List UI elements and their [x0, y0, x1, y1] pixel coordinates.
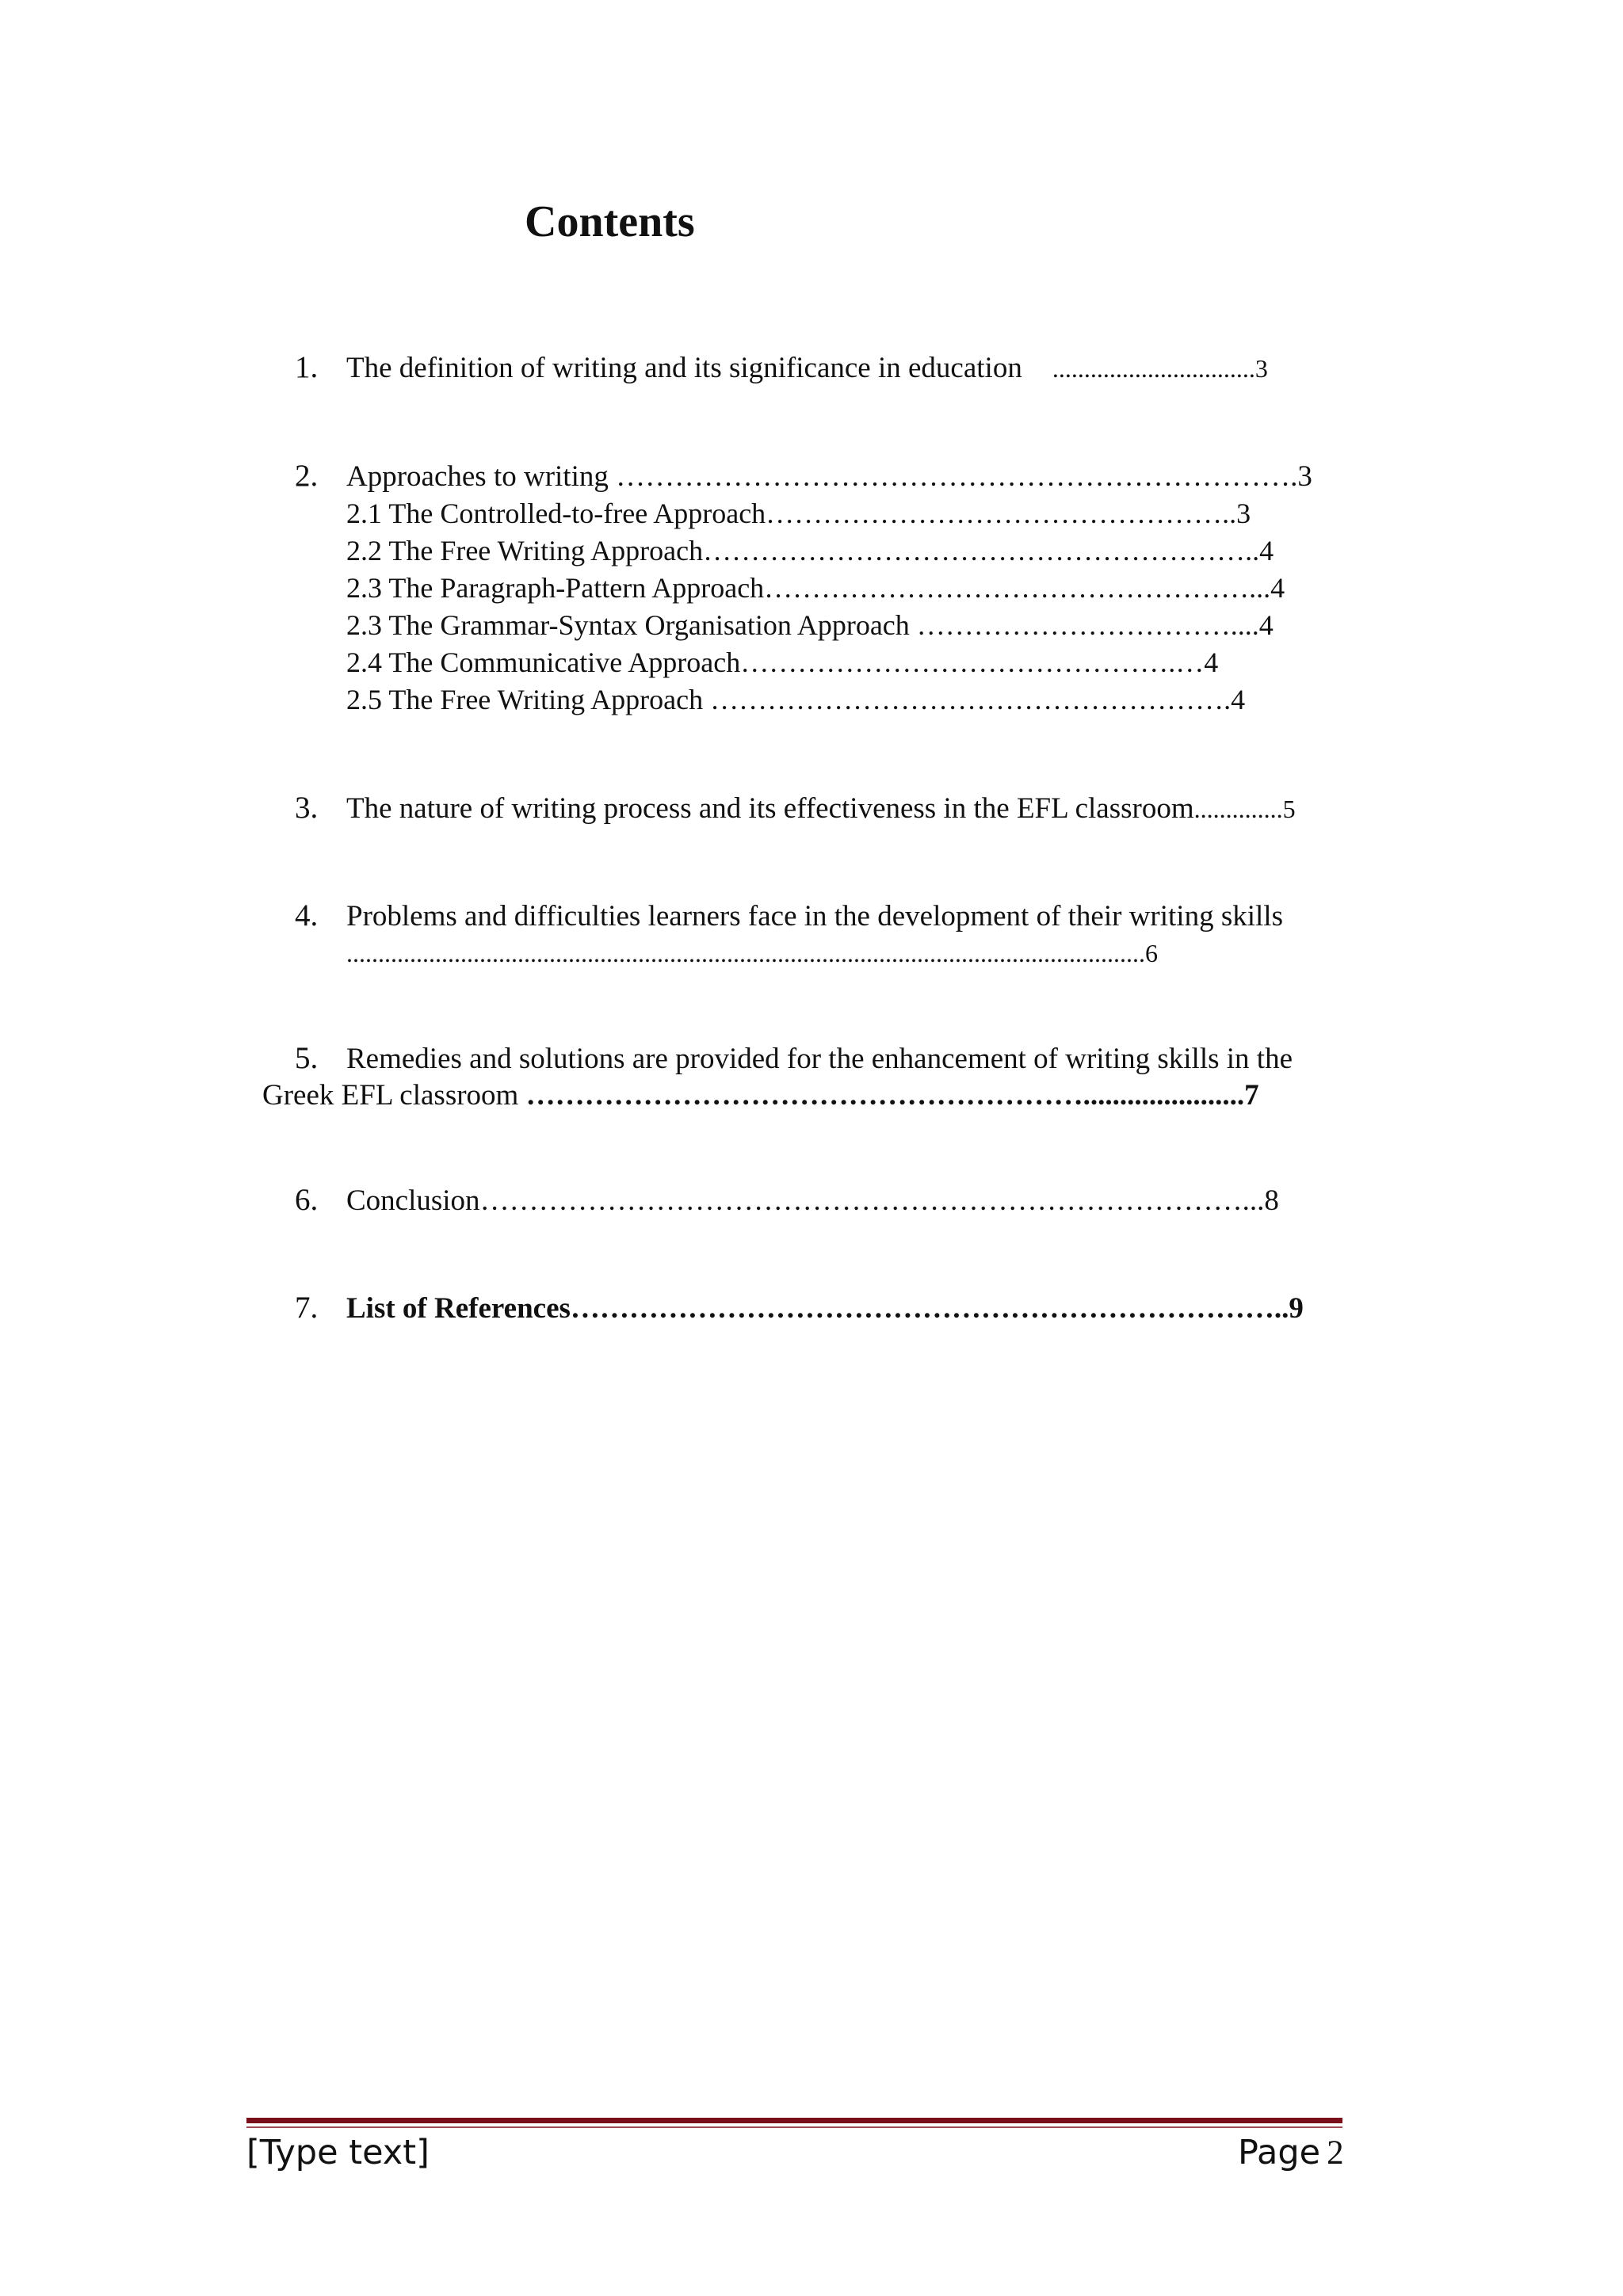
entry-text: List of References [346, 1292, 571, 1325]
toc-entry-2 [295, 458, 1312, 495]
entry-leader: …………………………………………………......................7 [525, 1079, 1259, 1112]
toc-subentry-2-5 [346, 683, 1245, 717]
entry-number: 7. [295, 1291, 319, 1325]
entry-leader: …………………………………………..3 [766, 498, 1251, 529]
toc-entry-5 [295, 1040, 1293, 1077]
page-label: Page [1238, 2133, 1321, 2172]
entry-number: 4. [295, 898, 319, 933]
entry-text: 2.2 The Free Writing Approach [346, 535, 704, 566]
entry-number: 1. [295, 350, 319, 384]
entry-leader: ……………………………....4 [916, 609, 1274, 641]
entry-leader: ................................3 [1052, 354, 1268, 383]
entry-text: 2.3 The Paragraph-Pattern Approach [346, 572, 765, 604]
entry-leader: ……………………………………………….4 [710, 684, 1246, 715]
entry-leader: …………………………………………………..4 [703, 535, 1274, 566]
entry-leader: ……………………………………………...4 [764, 572, 1285, 604]
entry-text: 2.1 The Controlled-to-free Approach [346, 498, 766, 529]
entry-leader: ..............5 [1193, 795, 1296, 823]
entry-text: 2.4 The Communicative Approach [346, 646, 741, 678]
entry-number: 6. [295, 1183, 319, 1217]
entry-leader: ……………………………………………………………………...8 [479, 1184, 1279, 1217]
entry-text: The definition of writing and its significance in education [346, 352, 1022, 384]
toc-subentry-2-1 [346, 497, 1251, 531]
entry-text: 2.5 The Free Writing Approach [346, 684, 711, 715]
entry-text: Problems and difficulties learners face in the development of their writing skills [346, 900, 1283, 933]
toc-subentry-2-3 [346, 571, 1285, 605]
footer-left-text: [Type text] [246, 2133, 430, 2172]
entry-text: Greek EFL classroom [262, 1079, 526, 1112]
toc-subentry-2-3b [346, 608, 1274, 643]
toc-entry-3 [295, 790, 1296, 827]
entry-number: 3. [295, 791, 319, 825]
entry-text: The nature of writing process and its effectiveness in the EFL classroom [346, 792, 1194, 825]
toc-entry-7 [295, 1290, 1304, 1327]
entry-leader: ..............................................................................................................................6 [346, 939, 1158, 967]
entry-leader: …………………………………………………………….3 [616, 460, 1312, 493]
toc-entry-4 [295, 898, 1283, 935]
page-number: 2 [1327, 2134, 1344, 2172]
footer-page-number [1238, 2133, 1344, 2172]
entry-leader: ……………………………………….…4 [740, 646, 1219, 678]
toc-entry-6 [295, 1182, 1279, 1219]
entry-number: 5. [295, 1041, 319, 1075]
entry-text: Approaches to writing [346, 460, 617, 493]
toc-subentry-2-2 [346, 534, 1274, 568]
toc-entry-1 [295, 349, 1268, 387]
page-title: Contents [525, 197, 695, 246]
entry-number: 2. [295, 459, 319, 493]
footer-rule [246, 2118, 1342, 2123]
entry-text: 2.3 The Grammar-Syntax Organisation Approach [346, 609, 917, 641]
footer-rule-thin [246, 2126, 1342, 2128]
toc-subentry-2-4 [346, 646, 1218, 680]
entry-leader: ………………………………………………………………..9 [570, 1292, 1304, 1325]
entry-text: Conclusion [346, 1184, 480, 1217]
toc-entry-5-cont [262, 1078, 1259, 1113]
entry-text: Remedies and solutions are provided for the enhancement of writing skills in the [346, 1043, 1293, 1075]
toc-entry-4-leader [346, 936, 1158, 971]
